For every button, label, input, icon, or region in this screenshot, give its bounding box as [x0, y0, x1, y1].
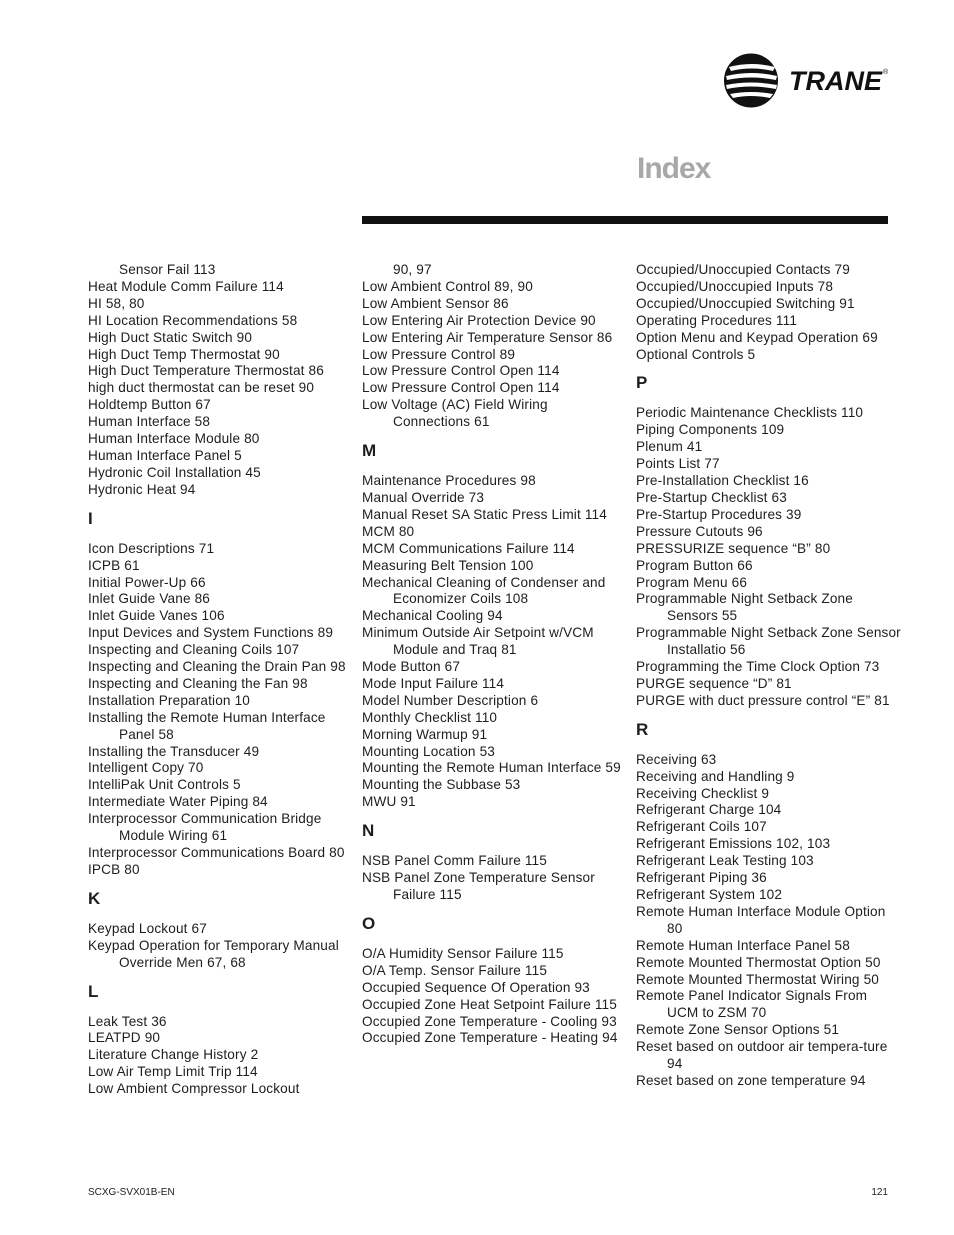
index-letter-heading: L [88, 981, 99, 1001]
index-entry: Inspecting and Cleaning the Drain Pan 98 [88, 659, 346, 675]
index-entry: High Duct Static Switch 90 [88, 329, 253, 345]
index-entry: Keypad Lockout 67 [88, 920, 207, 936]
index-entry: Human Interface Module 80 [88, 431, 260, 447]
index-entry: Installation Preparation 10 [88, 692, 250, 708]
index-entry: High Duct Temp Thermostat 90 [88, 346, 280, 362]
index-entry: Low Ambient Compressor Lockout [88, 1081, 300, 1097]
index-entry: Low Ambient Control 89, 90 [362, 278, 533, 294]
svg-text:®: ® [883, 69, 889, 76]
index-entry: Measuring Belt Tension 100 [362, 557, 534, 573]
index-entry: Remote Zone Sensor Options 51 [636, 1022, 840, 1038]
index-entry: Pressure Cutouts 96 [636, 523, 763, 539]
index-entry: Programmable Night Setback Zone Sensors 55 [636, 591, 853, 624]
index-entry: Sensor Fail 113 [119, 262, 216, 277]
index-entry: Maintenance Procedures 98 [362, 473, 536, 489]
index-entry: Manual Override 73 [362, 489, 485, 505]
index-entry: Option Menu and Keypad Operation 69 [636, 329, 878, 345]
index-entry: Inspecting and Cleaning Coils 107 [88, 642, 300, 658]
index-entry: Receiving 63 [636, 751, 717, 767]
index-entry: Manual Reset SA Static Press Limit 114 [362, 506, 607, 522]
index-entry: high duct thermostat can be reset 90 [88, 380, 315, 396]
index-entry: Occupied Zone Temperature - Heating 94 [362, 1030, 618, 1046]
index-entry: Programmable Night Setback Zone Sensor Installatio 56 [636, 625, 901, 658]
index-entry: Low Pressure Control 89 [362, 346, 516, 362]
index-entry: Refrigerant Leak Testing 103 [636, 853, 814, 869]
index-letter-heading: K [88, 888, 101, 908]
index-entry: Reset based on outdoor air tempera-ture 94 [636, 1039, 888, 1072]
index-entry: Literature Change History 2 [88, 1047, 259, 1063]
index-entry: Keypad Operation for Temporary Manual Override Men 67, 68 [88, 937, 339, 970]
index-entry: Occupied Zone Temperature - Cooling 93 [362, 1013, 617, 1029]
index-entry: Interprocessor Communication Bridge Module Wiring 61 [88, 811, 322, 844]
index-entry: Periodic Maintenance Checklists 110 [636, 405, 864, 421]
index-entry: Monthly Checklist 110 [362, 709, 498, 725]
index-entry: Model Number Description 6 [362, 692, 539, 708]
index-entry: Inspecting and Cleaning the Fan 98 [88, 675, 308, 691]
index-entry: Initial Power-Up 66 [88, 574, 206, 590]
index-column-1 [88, 262, 353, 1098]
index-entry: Points List 77 [636, 456, 720, 472]
footer-doc-id: SCXG-SVX01B-EN [88, 1187, 175, 1198]
index-entry: Receiving and Handling 9 [636, 768, 795, 784]
index-entry: Refrigerant Emissions 102, 103 [636, 836, 831, 852]
index-entry: ICPB 61 [88, 557, 140, 573]
index-entry: Occupied Zone Heat Setpoint Failure 115 [362, 996, 617, 1012]
index-column-3 [636, 262, 901, 1090]
index-entry: Hydronic Heat 94 [88, 481, 196, 497]
index-entry: Program Button 66 [636, 557, 753, 573]
index-entry: Low Entering Air Protection Device 90 [362, 312, 596, 328]
index-entry: Occupied Sequence Of Operation 93 [362, 979, 590, 995]
title-rule [362, 216, 888, 224]
index-entry: Remote Mounted Thermostat Option 50 [636, 954, 881, 970]
index-entry: Hydronic Coil Installation 45 [88, 464, 261, 480]
index-entry: IntelliPak Unit Controls 5 [88, 777, 241, 793]
index-letter-heading: P [636, 373, 648, 393]
index-entry: Input Devices and System Functions 89 [88, 625, 334, 641]
index-entry: Optional Controls 5 [636, 346, 756, 362]
index-entry: PURGE sequence “D” 81 [636, 675, 792, 691]
index-entry: Intelligent Copy 70 [88, 760, 204, 776]
index-entry: Programming the Time Clock Option 73 [636, 659, 880, 675]
index-entry: Pre-Startup Checklist 63 [636, 489, 787, 505]
index-entry: Human Interface 58 [88, 414, 211, 430]
index-entry: NSB Panel Zone Temperature Sensor Failure 115 [362, 870, 595, 902]
index-entry: IPCB 80 [88, 861, 140, 877]
footer-page-number: 121 [871, 1187, 888, 1198]
index-entry: Refrigerant Charge 104 [636, 802, 782, 818]
index-entry: Program Menu 66 [636, 574, 748, 590]
index-column-2 [362, 262, 627, 1047]
index-entry: Remote Mounted Thermostat Wiring 50 [636, 971, 879, 987]
index-entry: Mounting the Remote Human Interface 59 [362, 760, 621, 776]
logo-wordmark: TRANE [789, 66, 882, 96]
index-entry: Mode Input Failure 114 [362, 675, 505, 691]
index-entry: Piping Components 109 [636, 422, 785, 438]
index-entry: Minimum Outside Air Setpoint w/VCM Module and Traq 81 [362, 625, 594, 658]
index-entry: Low Entering Air Temperature Sensor 86 [362, 329, 613, 345]
index-entry: O/A Humidity Sensor Failure 115 [362, 945, 564, 961]
index-entry: Human Interface Panel 5 [88, 447, 242, 463]
index-entry: Occupied/Unoccupied Contacts 79 [636, 262, 850, 277]
index-letter-heading: M [362, 441, 377, 461]
index-entry: MCM Communications Failure 114 [362, 540, 575, 556]
index-entry: Occupied/Unoccupied Inputs 78 [636, 278, 834, 294]
index-entry: Installing the Remote Human Interface Panel 58 [88, 709, 326, 742]
index-entry: Intermediate Water Piping 84 [88, 794, 268, 810]
index-entry: Low Voltage (AC) Field Wiring Connections 61 [362, 397, 548, 430]
index-entry: 90, 97 [393, 262, 432, 277]
index-entry: Mechanical Cooling 94 [362, 608, 503, 624]
index-entry: Refrigerant Coils 107 [636, 819, 767, 835]
index-entry: MCM 80 [362, 523, 415, 539]
index-entry: Remote Human Interface Panel 58 [636, 937, 850, 953]
index-entry: Low Ambient Sensor 86 [362, 295, 509, 311]
index-entry: Remote Panel Indicator Signals From UCM to ZSM 70 [636, 988, 868, 1021]
index-entry: Remote Human Interface Module Option 80 [636, 903, 886, 936]
index-entry: MWU 91 [362, 794, 416, 810]
index-entry: Mechanical Cleaning of Condenser and Economizer Coils 108 [362, 574, 606, 607]
index-entry: Occupied/Unoccupied Switching 91 [636, 295, 855, 311]
index-entry: Interprocessor Communications Board 80 [88, 845, 345, 860]
index-entry: Low Pressure Control Open 114 [362, 363, 560, 379]
index-entry: Receiving Checklist 9 [636, 785, 770, 801]
index-entry: LEATPD 90 [88, 1030, 161, 1046]
index-entry: O/A Temp. Sensor Failure 115 [362, 962, 548, 978]
index-entry: Inlet Guide Vanes 106 [88, 608, 225, 624]
index-entry: Refrigerant Piping 36 [636, 870, 767, 886]
index-entry: Leak Test 36 [88, 1013, 167, 1029]
index-entry: Icon Descriptions 71 [88, 540, 215, 556]
index-entry: Reset based on zone temperature 94 [636, 1072, 866, 1088]
index-entry: HI Location Recommendations 58 [88, 312, 298, 328]
index-entry: Mode Button 67 [362, 659, 461, 675]
page-title: Index [637, 152, 711, 185]
index-entry: Refrigerant System 102 [636, 887, 783, 902]
index-entry: Holdtemp Button 67 [88, 397, 211, 413]
index-entry: High Duct Temperature Thermostat 86 [88, 363, 324, 379]
index-entry: Plenum 41 [636, 439, 703, 455]
index-letter-heading: R [636, 719, 649, 739]
index-entry: NSB Panel Comm Failure 115 [362, 853, 547, 869]
index-letter-heading: O [362, 913, 376, 933]
index-entry: Installing the Transducer 49 [88, 743, 260, 759]
index-entry: Low Pressure Control Open 114 [362, 380, 560, 396]
index-entry: HI 58, 80 [88, 295, 145, 311]
index-entry: Heat Module Comm Failure 114 [88, 278, 284, 294]
trane-logo [723, 52, 889, 109]
index-entry: Pre-Startup Procedures 39 [636, 506, 802, 522]
index-entry: PURGE with duct pressure control “E” 81 [636, 692, 890, 708]
index-entry: Operating Procedures 111 [636, 312, 798, 328]
index-entry: Mounting Location 53 [362, 743, 495, 759]
index-entry: Morning Warmup 91 [362, 726, 488, 742]
index-entry: Mounting the Subbase 53 [362, 777, 521, 793]
index-entry: PRESSURIZE sequence “B” 80 [636, 540, 831, 556]
index-entry: Inlet Guide Vane 86 [88, 591, 211, 607]
index-entry: Low Air Temp Limit Trip 114 [88, 1064, 258, 1080]
index-letter-heading: N [362, 821, 375, 841]
index-letter-heading: I [88, 508, 93, 528]
index-entry: Pre-Installation Checklist 16 [636, 473, 809, 489]
